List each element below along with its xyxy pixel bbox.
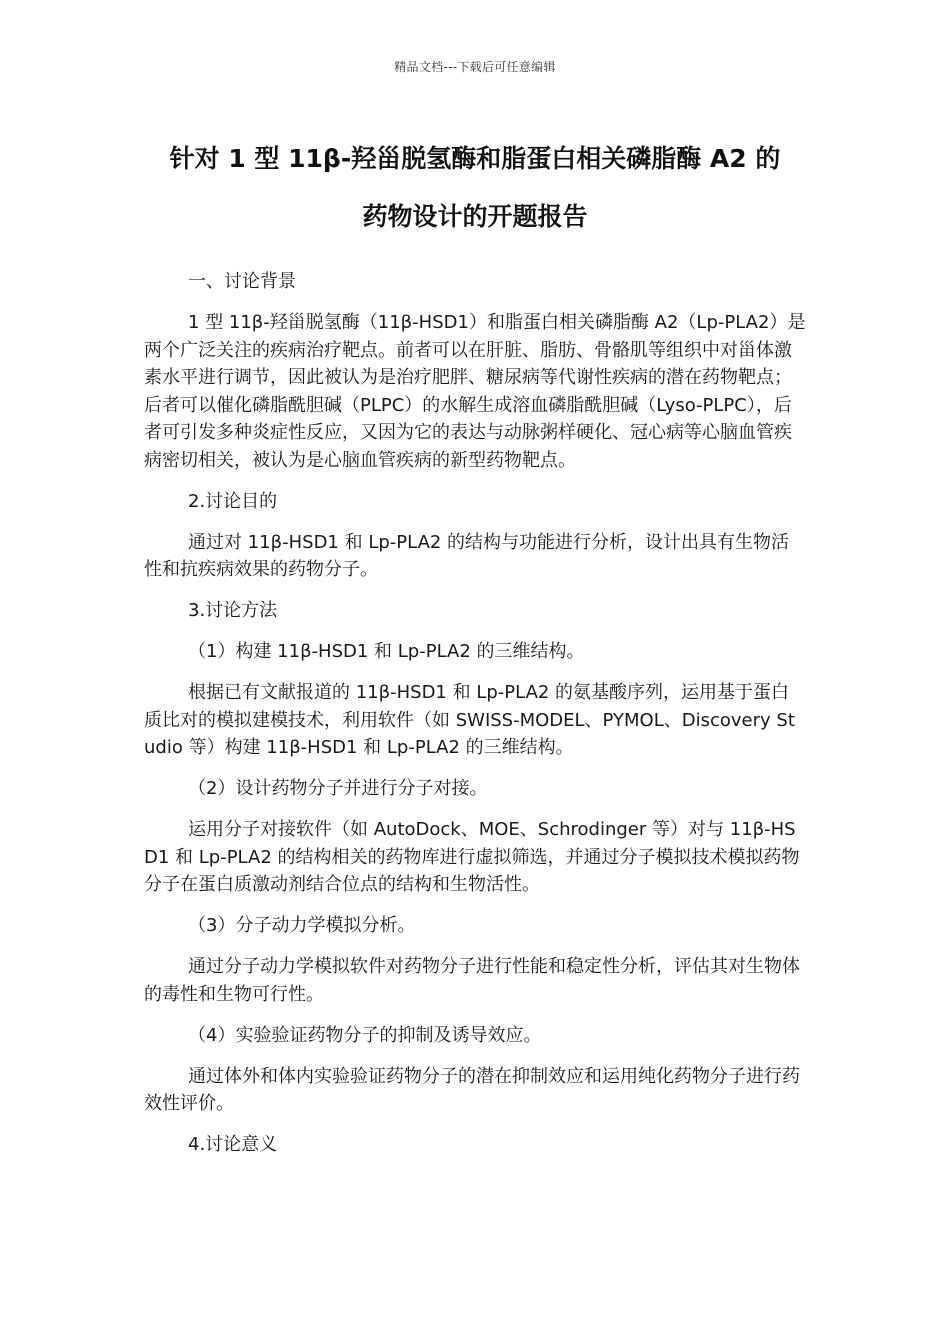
title-line-2: 药物设计的开题报告 [362,202,588,231]
method-3-heading: （3）分子动力学模拟分析。 [188,915,416,936]
method-1-heading: （1）构建 11β-HSD1 和 Lp-PLA2 的三维结构。 [188,641,585,662]
document-title [140,130,810,246]
title-line-1: 针对 1 型 11β-羟甾脱氢酶和脂蛋白相关磷脂酶 A2 的 [169,144,781,173]
method-2-paragraph: 运用分子对接软件（如 AutoDock、MOE、Schrodinger 等）对与 11β-HSD1 和 Lp-PLA2 的结构相关的药物库进行虚拟筛选，并通过分子模拟技术模拟药物分子在蛋白质激动剂结合位点的结构和生物活性。 [144,819,800,895]
purpose-paragraph: 通过对 11β-HSD1 和 Lp-PLA2 的结构与功能进行分析，设计出具有生物活性和抗疾病效果的药物分子。 [144,531,790,580]
background-paragraph: 1 型 11β-羟甾脱氢酶（11β-HSD1）和脂蛋白相关磷脂酶 A2（Lp-PLA2）是两个广泛关注的疾病治疗靶点。前者可以在肝脏、脂肪、骨骼肌等组织中对甾体激素水平进行调节，因此被认为是治疗肥胖、糖尿病等代谢性疾病的潜在药物靶点；后者可以催化磷脂酰胆碱（PLPC）的水解生成溶血磷脂酰胆碱（Lyso-PLPC），后者可引发多种炎症性反应，又因为它的表达与动脉粥样硬化、冠心病等心脑血管疾病密切相关，被认为是心脑血管疾病的新型药物靶点。 [144,312,806,471]
section-heading-significance: 4.讨论意义 [188,1134,278,1155]
page-header: 精品文档---下载后可任意编辑 [394,60,556,74]
section-heading-background: 一、讨论背景 [188,271,296,292]
section-heading-method: 3.讨论方法 [188,600,278,621]
method-4-paragraph: 通过体外和体内实验验证药物分子的潜在抑制效应和运用纯化药物分子进行药效性评价。 [144,1065,800,1114]
method-1-paragraph: 根据已有文献报道的 11β-HSD1 和 Lp-PLA2 的氨基酸序列，运用基于蛋白质比对的模拟建模技术，利用软件（如 SWISS-MODEL、PYMOL、Discovery Studio 等）构建 11β-HSD1 和 Lp-PLA2 的三维结构。 [144,682,795,758]
document-body [144,268,806,1172]
section-heading-purpose: 2.讨论目的 [188,490,278,512]
method-2-heading: （2）设计药物分子并进行分子对接。 [188,778,488,799]
method-3-paragraph: 通过分子动力学模拟软件对药物分子进行性能和稳定性分析，评估其对生物体的毒性和生物可行性。 [144,956,800,1005]
method-4-heading: （4）实验验证药物分子的抑制及诱导效应。 [188,1024,542,1046]
